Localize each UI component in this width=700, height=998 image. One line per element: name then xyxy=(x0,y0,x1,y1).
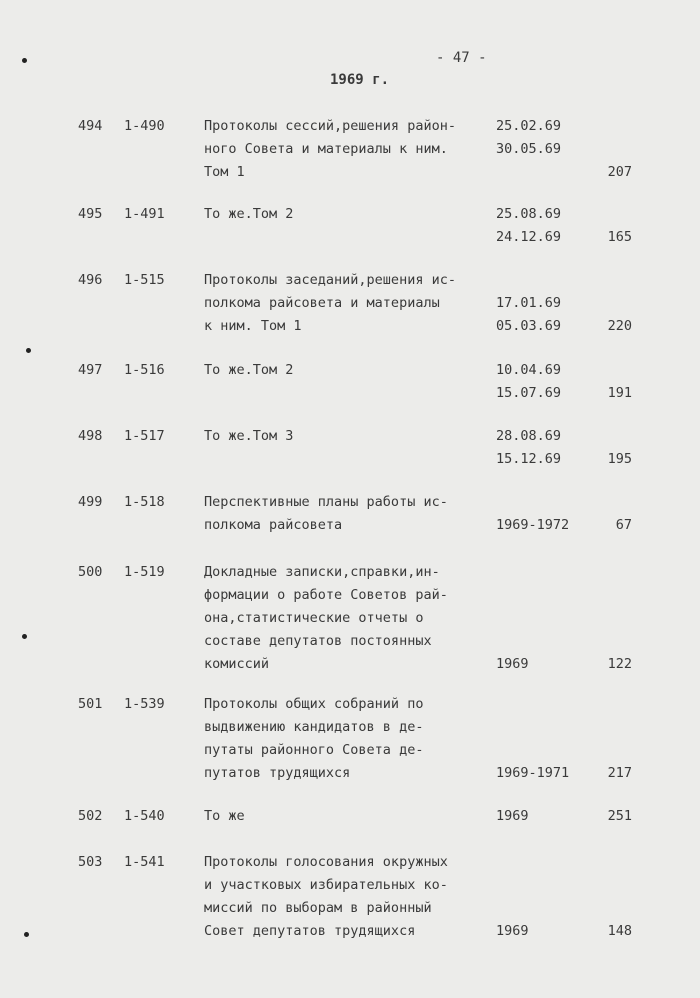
entry-code: 1-515 xyxy=(124,272,165,288)
entry-title-line: она,статистические отчеты о xyxy=(204,610,424,626)
entry-date xyxy=(496,633,529,656)
entry-date: 24.12.69 xyxy=(496,229,562,245)
entry-date: 1969-1971 xyxy=(496,765,570,781)
entry-dates xyxy=(496,272,561,341)
entry-dates xyxy=(496,564,529,679)
entry-title-line: То же xyxy=(204,808,245,824)
entry-title xyxy=(204,362,504,385)
entry-title xyxy=(204,428,504,451)
entry-sheet-count: 165 xyxy=(607,229,632,245)
entry-sheet-count: 251 xyxy=(607,808,632,824)
entry-title xyxy=(204,494,504,540)
entry-sheet-count: 195 xyxy=(607,451,632,467)
punch-hole-mark xyxy=(24,932,29,937)
punch-hole-mark xyxy=(22,58,27,63)
entry-code: 1-491 xyxy=(124,206,165,222)
entry-title-line: Докладные записки,справки,ин- xyxy=(204,564,440,580)
entry-sheet-count: 191 xyxy=(607,385,632,401)
entry-title-line: комиссий xyxy=(204,656,270,672)
entry-dates xyxy=(496,854,529,946)
entry-number: 497 xyxy=(78,362,103,378)
entry-code: 1-540 xyxy=(124,808,165,824)
entry-code: 1-539 xyxy=(124,696,165,712)
entry-title-line: То же.Том 3 xyxy=(204,428,294,444)
entry-number: 494 xyxy=(78,118,103,134)
entry-date: 1969 xyxy=(496,923,529,939)
entry-dates xyxy=(496,428,561,474)
entry-title xyxy=(204,808,504,831)
entry-code: 1-519 xyxy=(124,564,165,580)
entry-date: 25.08.69 xyxy=(496,206,562,222)
entry-date xyxy=(496,610,529,633)
entry-title-line: к ним. Том 1 xyxy=(204,318,302,334)
entry-sheet-count: 67 xyxy=(615,517,632,533)
entry-date: 28.08.69 xyxy=(496,428,562,444)
entry-title-line: путаты районного Совета де- xyxy=(204,742,424,758)
entry-number: 503 xyxy=(78,854,103,870)
entry-title-line: миссий по выборам в районный xyxy=(204,900,432,916)
entry-sheet-count: 220 xyxy=(607,318,632,334)
entry-title-line: Протоколы общих собраний по xyxy=(204,696,424,712)
entry-number: 498 xyxy=(78,428,103,444)
entry-dates xyxy=(496,118,561,164)
entry-title-line: То же.Том 2 xyxy=(204,206,294,222)
entry-title-line: То же.Том 2 xyxy=(204,362,294,378)
entry-date: 1969 xyxy=(496,656,529,672)
entry-title-line: Том 1 xyxy=(204,164,245,180)
entry-date: 15.12.69 xyxy=(496,451,562,467)
entry-date xyxy=(496,696,569,719)
entry-sheet-count: 217 xyxy=(607,765,632,781)
punch-hole-mark xyxy=(26,348,31,353)
entry-title xyxy=(204,272,504,341)
entry-code: 1-518 xyxy=(124,494,165,510)
entry-title xyxy=(204,206,504,229)
entry-sheet-count: 207 xyxy=(607,164,632,180)
entry-title-line: ного Совета и материалы к ним. xyxy=(204,141,448,157)
entry-date: 10.04.69 xyxy=(496,362,562,378)
entry-date xyxy=(496,272,561,295)
entry-sheet-count: 148 xyxy=(607,923,632,939)
punch-hole-mark xyxy=(22,634,27,639)
year-heading: 1969 г. xyxy=(330,72,390,88)
entry-date xyxy=(496,587,529,610)
entry-number: 499 xyxy=(78,494,103,510)
entry-number: 502 xyxy=(78,808,103,824)
entry-title-line: и участковых избирательных ко- xyxy=(204,877,448,893)
entry-date xyxy=(496,900,529,923)
entry-title xyxy=(204,696,504,788)
entry-date xyxy=(496,854,529,877)
entry-title-line: Перспективные планы работы ис- xyxy=(204,494,448,510)
entry-number: 495 xyxy=(78,206,103,222)
entry-code: 1-490 xyxy=(124,118,165,134)
entry-dates xyxy=(496,494,569,540)
entry-date xyxy=(496,742,569,765)
entry-date: 25.02.69 xyxy=(496,118,562,134)
entry-title-line: Протоколы заседаний,решения ис- xyxy=(204,272,456,288)
entry-title-line: полкома райсовета xyxy=(204,517,343,533)
entry-title-line: составе депутатов постоянных xyxy=(204,633,432,649)
entry-dates xyxy=(496,206,561,252)
entry-date xyxy=(496,719,569,742)
entry-dates xyxy=(496,808,529,831)
entry-date: 1969-1972 xyxy=(496,517,570,533)
entry-title xyxy=(204,564,504,679)
entry-title-line: путатов трудящихся xyxy=(204,765,351,781)
entry-date: 15.07.69 xyxy=(496,385,562,401)
entry-code: 1-516 xyxy=(124,362,165,378)
entry-date: 1969 xyxy=(496,808,529,824)
entry-number: 501 xyxy=(78,696,103,712)
entry-dates xyxy=(496,362,561,408)
entry-date: 05.03.69 xyxy=(496,318,562,334)
entry-date xyxy=(496,564,529,587)
entry-sheet-count: 122 xyxy=(607,656,632,672)
page-number: - 47 - xyxy=(436,50,487,66)
entry-code: 1-517 xyxy=(124,428,165,444)
entry-title-line: выдвижению кандидатов в де- xyxy=(204,719,424,735)
entry-title-line: Совет депутатов трудящихся xyxy=(204,923,416,939)
entry-title xyxy=(204,854,504,946)
entry-title-line: полкома райсовета и материалы xyxy=(204,295,440,311)
entry-date xyxy=(496,494,569,517)
entry-date xyxy=(496,877,529,900)
entry-title-line: формации о работе Советов рай- xyxy=(204,587,448,603)
entry-dates xyxy=(496,696,569,788)
entry-title-line: Протоколы голосования окружных xyxy=(204,854,448,870)
entry-date: 30.05.69 xyxy=(496,141,562,157)
entry-number: 496 xyxy=(78,272,103,288)
entry-number: 500 xyxy=(78,564,103,580)
entry-code: 1-541 xyxy=(124,854,165,870)
entry-title xyxy=(204,118,504,187)
entry-date: 17.01.69 xyxy=(496,295,562,311)
entry-title-line: Протоколы сессий,решения район- xyxy=(204,118,456,134)
